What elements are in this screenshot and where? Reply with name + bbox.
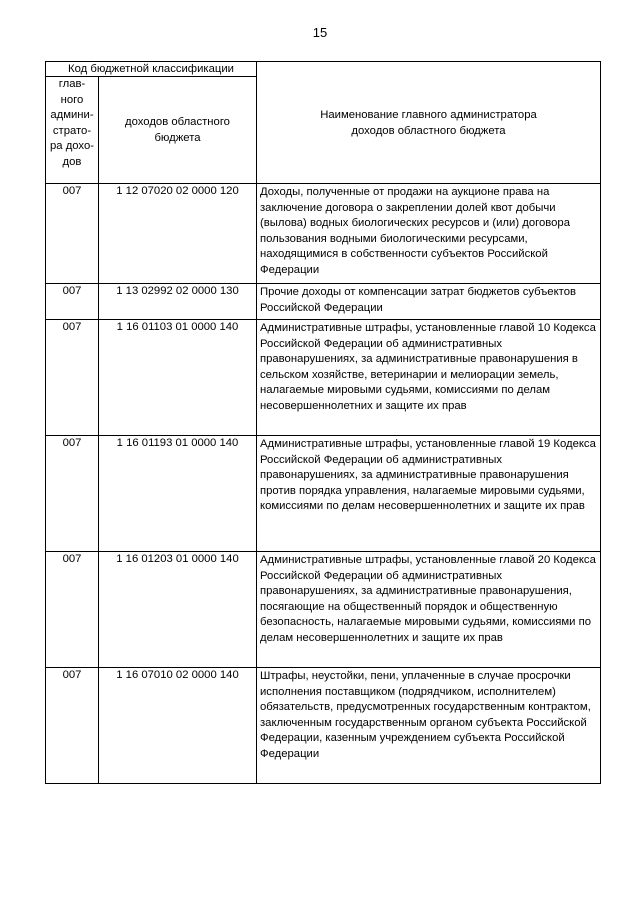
header-regional-budget-income (99, 77, 257, 184)
table-row (46, 184, 601, 284)
admin-code-cell: 007 (46, 552, 99, 668)
header-administrator-name (257, 62, 601, 184)
income-name-cell: Административные штрафы, установленные главой 20 Кодекса Российской Федерации об административных правонарушениях, за административные правонарушения, посягающие на общественный порядок и общественную безопасность, налагаемые мировыми судьями, комиссиями по делам несовершеннолетних и защите их прав (257, 552, 601, 668)
header-budget-classification-code: Код бюджетной классификации (46, 62, 257, 77)
income-name-cell: Административные штрафы, установленные главой 19 Кодекса Российской Федерации об административных правонарушениях, за административные правонарушения против порядка управления, налагаемые мировыми судьями, комиссиями по делам несовершеннолетних и защите их прав (257, 436, 601, 552)
budget-code-cell: 1 16 01203 01 0000 140 (99, 552, 257, 668)
admin-code-cell: 007 (46, 320, 99, 436)
income-name-cell: Штрафы, неустойки, пени, уплаченные в случае просрочки исполнения поставщиком (подрядчиком, исполнителем) обязательств, предусмотренных государственным контрактом, заключенным государственным органом субъекта Российской Федерации, казенным учреждением субъекта Российской Федерации (257, 668, 601, 784)
header-main-administrator-text: глав- ного админи- страто- ра дохо- дов (49, 78, 95, 168)
budget-code-cell: 1 16 01103 01 0000 140 (99, 320, 257, 436)
header-main-administrator (46, 77, 99, 184)
header-regional-budget-income-text: доходов областного бюджета (125, 116, 230, 144)
table-row (46, 668, 601, 784)
budget-code-cell: 1 16 07010 02 0000 140 (99, 668, 257, 784)
table-header-row (46, 62, 601, 77)
header-administrator-name-text: Наименование главного администратора доходов областного бюджета (320, 108, 537, 137)
budget-classification-table (45, 61, 601, 784)
table-row (46, 552, 601, 668)
budget-code-cell: 1 12 07020 02 0000 120 (99, 184, 257, 284)
admin-code-cell: 007 (46, 284, 99, 320)
table-row (46, 320, 601, 436)
page-number: 15 (312, 25, 328, 40)
table-row (46, 284, 601, 320)
budget-code-cell: 1 16 01193 01 0000 140 (99, 436, 257, 552)
income-name-cell: Административные штрафы, установленные главой 10 Кодекса Российской Федерации об административных правонарушениях, за административные правонарушения в сельском хозяйстве, ветеринарии и мелиорации земель, налагаемые мировыми судьями, комиссиями по делам несовершеннолетних и защите их прав (257, 320, 601, 436)
income-name-cell: Прочие доходы от компенсации затрат бюджетов субъектов Российской Федерации (257, 284, 601, 320)
budget-code-cell: 1 13 02992 02 0000 130 (99, 284, 257, 320)
income-name-cell: Доходы, полученные от продажи на аукционе права на заключение договора о закреплении долей квот добычи (вылова) водных биологических ресурсов и (или) договора пользования водными биологическими ресурсами, находящимися в собственности субъектов Российской Федерации (257, 184, 601, 284)
admin-code-cell: 007 (46, 436, 99, 552)
table-row (46, 436, 601, 552)
admin-code-cell: 007 (46, 668, 99, 784)
admin-code-cell: 007 (46, 184, 99, 284)
